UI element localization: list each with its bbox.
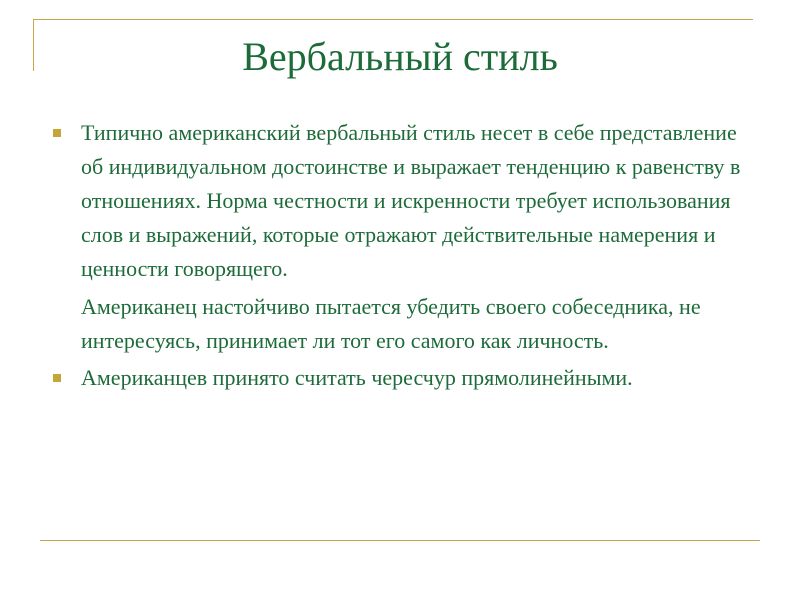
frame-top-line	[33, 19, 753, 20]
slide-title: Вербальный стиль	[242, 34, 558, 79]
paragraph-text: Американец настойчиво пытается убедить своего собеседника, не интересуясь, принимает ли тот его самого как личность.	[81, 294, 701, 353]
bullet-item-text: Типично американский вербальный стиль несет в себе представление об индивидуальном достоинстве и выражает тенденцию к равенству в отношениях. Норма честности и искренности требует использования слов и выражений, которые отражают действительные намерения и ценности говорящего.	[81, 120, 741, 281]
bullet-item-straightforward	[40, 361, 760, 395]
paragraph-american-persuasion	[40, 290, 760, 358]
bullet-list	[40, 116, 760, 395]
square-bullet-icon	[53, 374, 61, 382]
bullet-item-american-verbal-style	[40, 116, 760, 286]
frame-bottom-line	[40, 540, 760, 541]
square-bullet-icon	[53, 129, 61, 137]
bullet-item-text: Американцев принято считать чересчур прямолинейными.	[81, 365, 633, 390]
